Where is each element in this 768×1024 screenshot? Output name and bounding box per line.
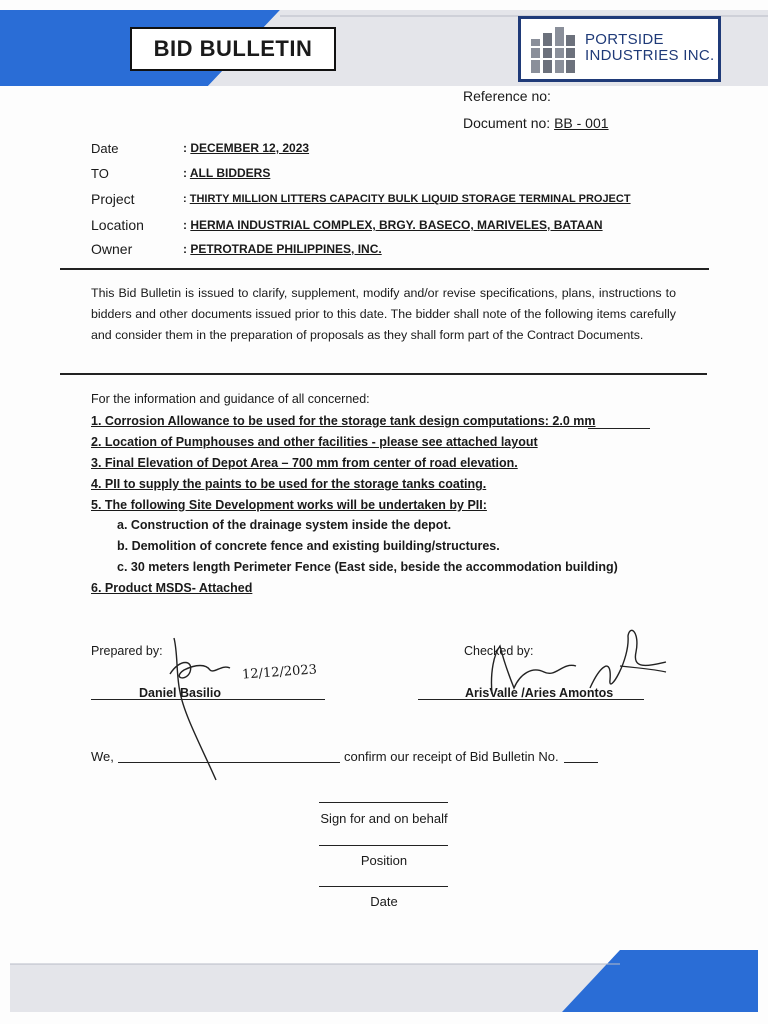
company-name-line1: PORTSIDE [585,31,664,48]
divider [60,268,709,270]
position-line [319,845,448,846]
document-number-label: Document no: [463,115,551,131]
project-label: Project [91,191,135,207]
sub-list-item: c. 30 meters length Perimeter Fence (East side, beside the accommodation building) [117,560,618,574]
location-label: Location [91,217,144,233]
list-item: 2. Location of Pumphouses and other facilities - please see attached layout [91,435,538,449]
list-item: 1. Corrosion Allowance to be used for the storage tank design computations: 2.0 mm [91,414,596,428]
intro-paragraph: This Bid Bulletin is issued to clarify, supplement, modify and/or revise specifications, plans, instructions to bidders and other documents issued prior to this date. The bidder shall note of the following items carefully and consider them in the preparation of proposals as they shall form part of the Contract Documents. [91,286,676,342]
position-label: Position [360,853,408,868]
company-logo [518,16,721,82]
date-value: : DECEMBER 12, 2023 [183,141,310,155]
document-title: BID BULLETIN [130,27,336,71]
owner-value: : PETROTRADE PHILIPPINES, INC. [183,242,382,256]
guidance-lead: For the information and guidance of all concerned: [91,392,370,406]
sign-line [319,802,448,803]
prepared-handwritten-date: 12/12/2023 [241,662,318,683]
checked-by-name: ArisValle /Aries Amontos [465,686,614,700]
owner-label: Owner [91,241,133,257]
bidder-name-line [118,762,340,763]
list-item: 4. PII to supply the paints to be used for the storage tanks coating. [91,477,487,491]
footer-band [0,950,768,1014]
date-sign-label: Date [370,894,398,909]
divider [60,373,707,375]
document-number-row [463,115,609,131]
to-label: TO [91,166,109,181]
company-name [585,32,715,64]
checked-by-label: Checked by: [464,644,534,658]
date-label: Date [91,141,119,156]
sign-label: Sign for and on behalf [320,811,448,826]
list-item: 6. Product MSDS- Attached [91,581,253,595]
sub-list-item: b. Demolition of concrete fence and existing building/structures. [117,539,500,553]
document-number-value: BB - 001 [554,115,609,131]
confirm-text: confirm our receipt of Bid Bulletin No. [344,749,559,764]
list-item: 3. Final Elevation of Depot Area – 700 mm from center of road elevation. [91,456,518,470]
underline-extension [588,428,650,429]
list-item: 5. The following Site Development works will be undertaken by PII: [91,498,487,512]
project-value: : THIRTY MILLION LITTERS CAPACITY BULK LIQUID STORAGE TERMINAL PROJECT [183,193,631,205]
sub-list-item: a. Construction of the drainage system inside the depot. [117,518,452,532]
date-line [319,886,448,887]
to-value: : ALL BIDDERS [183,166,271,180]
checked-signature-icon [480,626,670,710]
prepared-by-name: Daniel Basilio [139,686,221,700]
confirm-we: We, [91,749,114,764]
location-value: : HERMA INDUSTRIAL COMPLEX, BRGY. BASECO, MARIVELES, BATAAN [183,218,603,232]
reference-label: Reference no: [463,88,551,104]
company-name-line2: INDUSTRIES INC. [585,47,715,64]
company-logo-icon [529,25,577,75]
prepared-by-label: Prepared by: [91,644,163,658]
bulletin-number-line [564,762,598,763]
